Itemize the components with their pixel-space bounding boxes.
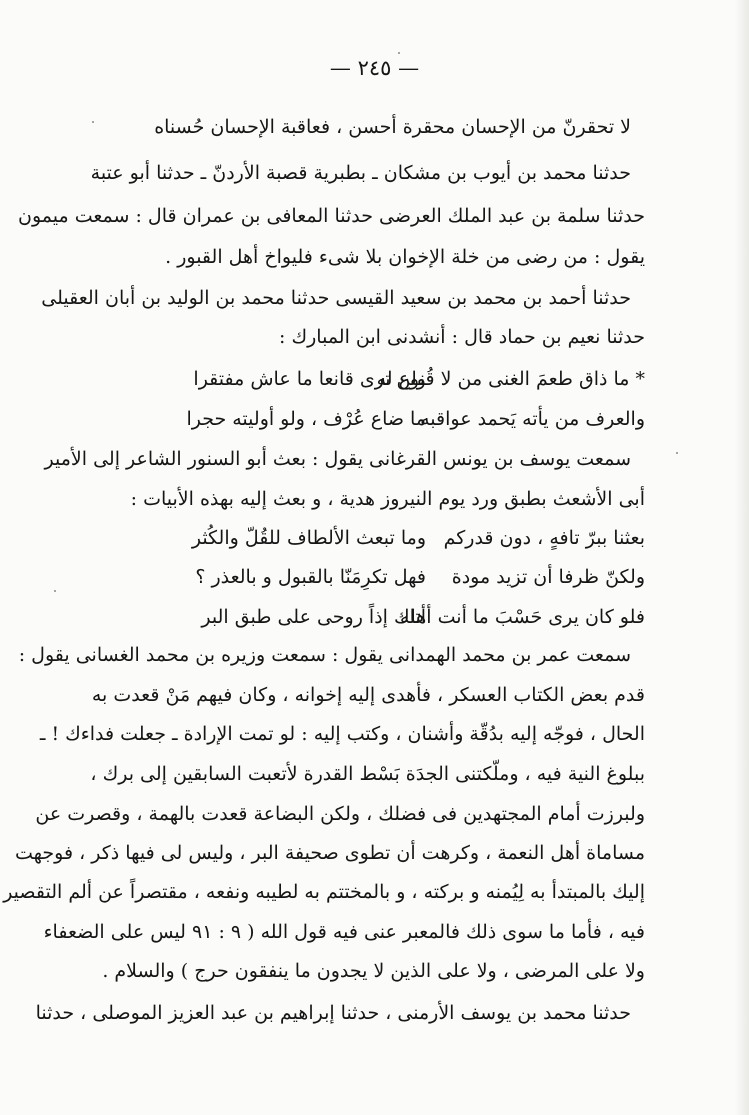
paper-speck xyxy=(398,52,400,54)
text-line: قدم بعض الكتاب العسكر ، فأهدى إليه إخوانه ، وكان فيهم مَنْ قعدت به xyxy=(91,684,645,706)
text-line: حدثنا سلمة بن عبد الملك العرضى حدثنا المعافى بن عمران قال : سمعت ميمون xyxy=(18,205,645,227)
page-number: — ٢٤٥ — xyxy=(329,56,420,80)
text-line: ولبرزت أمام المجتهدين فى فضلك ، ولكن البضاعة قعدت بالهمة ، وقصرت عن xyxy=(35,803,645,825)
text-line: فيه ، فأما ما سوى ذلك فالمعبر عنى فيه قول الله ( ٩ : ٩١ ليس على الضعفاء xyxy=(43,921,645,943)
paper-speck xyxy=(676,452,678,454)
verse-first-hemistich: والعرف من يأته يَحمد عواقبه xyxy=(420,408,645,430)
text-line: ببلوغ النية فيه ، وملّكتنى الجدَة بَسْط القدرة لأتعبت السابقين إلى برك ، xyxy=(90,763,645,785)
page-edge-shadow xyxy=(735,0,749,1115)
text-line: حدثنا محمد بن أيوب بن مشكان ـ بطبرية قصبة الأردنّ ـ حدثنا أبو عتبة xyxy=(90,162,631,184)
text-line: سمعت عمر بن محمد الهمدانى يقول : سمعت وزيره بن محمد الغسانى يقول : xyxy=(18,644,631,666)
verse-second-hemistich: ما ضاع عُرْف ، ولو أوليته حجرا xyxy=(186,408,426,430)
paper-speck xyxy=(92,121,94,123)
verse-first-hemistich: ولكنّ ظرفا أن تزيد مودة xyxy=(451,566,645,588)
text-line: أبى الأشعث بطبق ورد يوم النيروز هدية ، و بعث إليه بهذه الأبيات : xyxy=(130,488,645,510)
text-line: إليك بالمبتدأ به لِيُمنه و بركته ، و بالمختتم به لطيبه ونفعه ، مقتصراً عن ألم التقصير xyxy=(3,881,645,903)
verse-second-hemistich: أتاك إذاً روحى على طبق البر xyxy=(201,606,426,628)
verse-first-hemistich: فلو كان يرى حَسْبَ ما أنت أهله xyxy=(399,606,645,628)
text-line: سمعت يوسف بن يونس القرغانى يقول : بعث أبو السنور الشاعر إلى الأمير xyxy=(44,448,631,470)
verse-second-hemistich: وما تبعث الألطاف للقُلّ والكُثر xyxy=(191,527,426,549)
verse-first-hemistich: بعثنا ببرّ تافهٍ ، دون قدركم xyxy=(443,527,645,549)
text-line: حدثنا أحمد بن محمد بن سعيد القيسى حدثنا محمد بن الوليد بن أبان العقيلى xyxy=(41,287,631,309)
text-line: يقول : من رضى من خلة الإخوان بلا شىء فليواخ أهل القبور . xyxy=(165,246,645,268)
paper-speck xyxy=(54,590,56,592)
verse-second-hemistich: ولن ترى قانعا ما عاش مفتقرا xyxy=(193,368,426,390)
text-line: ولا على المرضى ، ولا على الذين لا يجدون ما ينفقون حرج ) والسلام . xyxy=(102,960,645,982)
text-line: حدثنا محمد بن يوسف الأرمنى ، حدثنا إبراهيم بن عبد العزيز الموصلى ، حدثنا xyxy=(35,1002,631,1024)
verse-first-hemistich: * ما ذاق طعمَ الغنى من لا قُنوع له xyxy=(376,368,645,390)
text-line: حدثنا نعيم بن حماد قال : أنشدنى ابن المبارك : xyxy=(279,326,645,348)
text-line: مساماة أهل النعمة ، وكرهت أن تطوى صحيفة البر ، وليس لى فيها ذكر ، فوجهت xyxy=(15,842,645,864)
verse-second-hemistich: فهل تكرِمَنّا بالقبول و بالعذر ؟ xyxy=(195,566,426,588)
text-line: الحال ، فوجّه إليه بدُقّة وأشنان ، وكتب إليه : لو تمت الإرادة ـ جعلت فداءك ! ـ xyxy=(39,723,645,745)
text-line: لا تحقرنّ من الإحسان محقرة أحسن ، فعاقبة الإحسان حُسناه xyxy=(154,116,631,138)
